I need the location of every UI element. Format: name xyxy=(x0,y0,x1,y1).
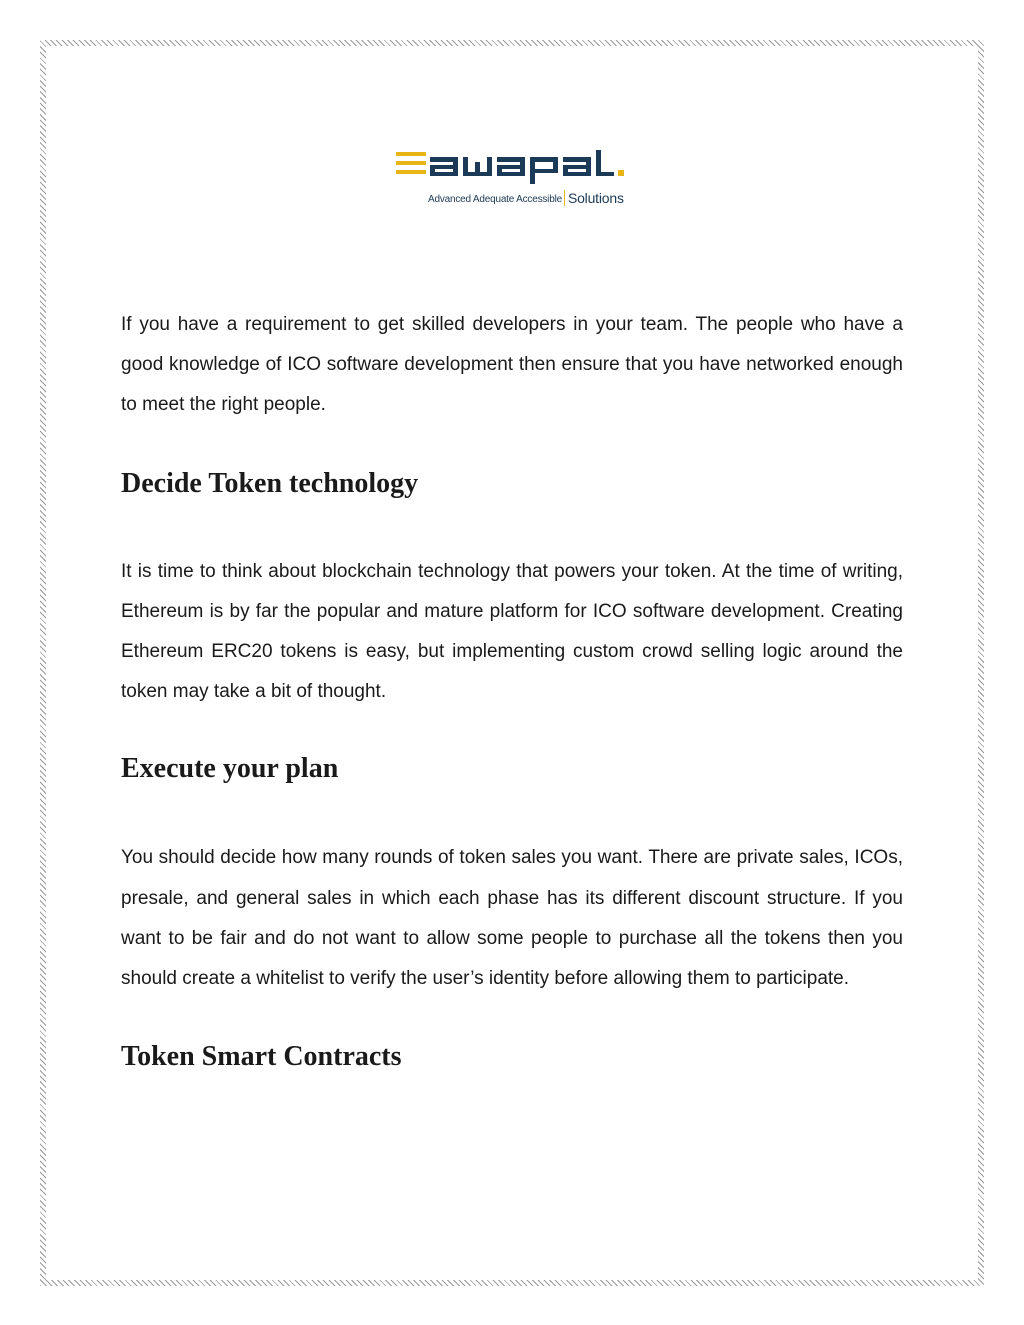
logo-tagline-solutions: Solutions xyxy=(567,190,624,206)
document-body xyxy=(121,305,903,1073)
section-paragraph: It is time to think about blockchain technology that powers your token. At the time of writing, Ethereum is by far the popular and mature platform for ICO software development. Creating Ethereum ERC20 tokens is easy, but implementing custom crowd selling logic around the token may take a bit of thought. xyxy=(121,560,903,703)
logo-wordmark-graphic xyxy=(394,148,632,190)
section-paragraph: You should decide how many rounds of token sales you want. There are private sales, ICOs, presale, and general sales in which each phase has its different discount structure. If you want to be fair and do not want to allow some people to purchase all the tokens then you should create a whitelist to verify the user’s identity before allowing them to participate. xyxy=(121,847,903,990)
intro-paragraph: If you have a requirement to get skilled developers in your team. The people who have a good knowledge of ICO software development then ensure that you have networked enough to meet the right people. xyxy=(121,314,903,416)
section-heading: Decide Token technology xyxy=(121,467,419,499)
section-heading: Token Smart Contracts xyxy=(121,1041,402,1073)
tagline-separator xyxy=(564,190,565,206)
company-logo xyxy=(394,148,632,210)
logo-tagline-text: Advanced Adequate Accessible xyxy=(428,194,562,205)
logo-tagline xyxy=(428,190,624,210)
section-heading: Execute your plan xyxy=(121,753,339,785)
